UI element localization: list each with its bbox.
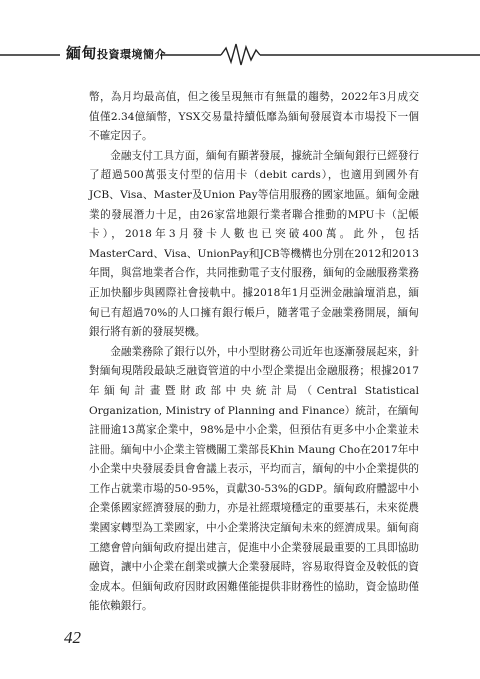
paragraph-payment-tools: 金融支付工具方面，緬甸有顯著發展，據統計全緬甸銀行已經發行了超過500萬張支付型的信用卡（debit cards），也適用到國外有JCB、Visa、Master及Union Pay等信用服務的國家地區。緬甸金融業的發展潛力十足，由26家當地銀行業者聯合推動的MPU卡（記帳卡），2018年3月發卡人數也已突破400萬。此外，包括MasterCard、Visa、UnionPay和JCB等機構也分別在2012和2013年間，與當地業者合作，共同推動電子支付服務，緬甸的金融服務業務正加快腳步與國際社會接軌中。據2018年1月亞洲金融論壇消息，緬甸已有超過70%的人口擁有銀行帳戶，隨著電子金融業務開展，緬甸銀行將有新的發展契機。 xyxy=(89,149,419,339)
body-text xyxy=(89,88,419,617)
running-header xyxy=(0,38,480,68)
page-number: 42 xyxy=(64,628,81,647)
header-title xyxy=(66,42,166,63)
header-title-subtitle: 投資環境簡介 xyxy=(97,48,167,61)
paragraph-sme-finance: 金融業務除了銀行以外，中小型財務公司近年也逐漸發展起來，針對緬甸現階段最缺乏融資管道的中小型企業提出金融服務；根據2017年緬甸計畫暨財政部中央統計局（Central Statistical Organization, Ministry of Planning and Finance）統計，在緬甸註冊逾13萬家企業中，98%是中小企業，但預估有更多中小企業並未註冊。緬甸中小企業主管機關工業部長Khin Maung Cho在2017年中小企業中央發展委員會會議上表示，平均而言，緬甸的中小企業提供的工作占就業市場的50-95%，貢獻30-53%的GDP。緬甸政府體認中小企業係國家經濟發展的動力，亦是社經環境穩定的重要基石，未來從農業國家轉型為工業國家，中小企業將決定緬甸未來的經濟成果。緬甸商工總會曾向緬甸政府提出建言，促進中小企業發展最重要的工具即協助融資，讓中小企業在創業或擴大企業發展時，容易取得資金及較低的資金成本。但緬甸政府因財政困難僅能提供非財務性的協助，資金協助僅能依賴銀行。 xyxy=(89,345,419,613)
paragraph-continuation: 幣，為月均最高值，但之後呈現無市有無量的趨勢，2022年3月成交值僅2.34億緬幣，YSX交易量持續低靡為緬甸發展資本市場投下一個不確定因子。 xyxy=(89,91,419,143)
header-title-country: 緬甸 xyxy=(66,44,98,62)
